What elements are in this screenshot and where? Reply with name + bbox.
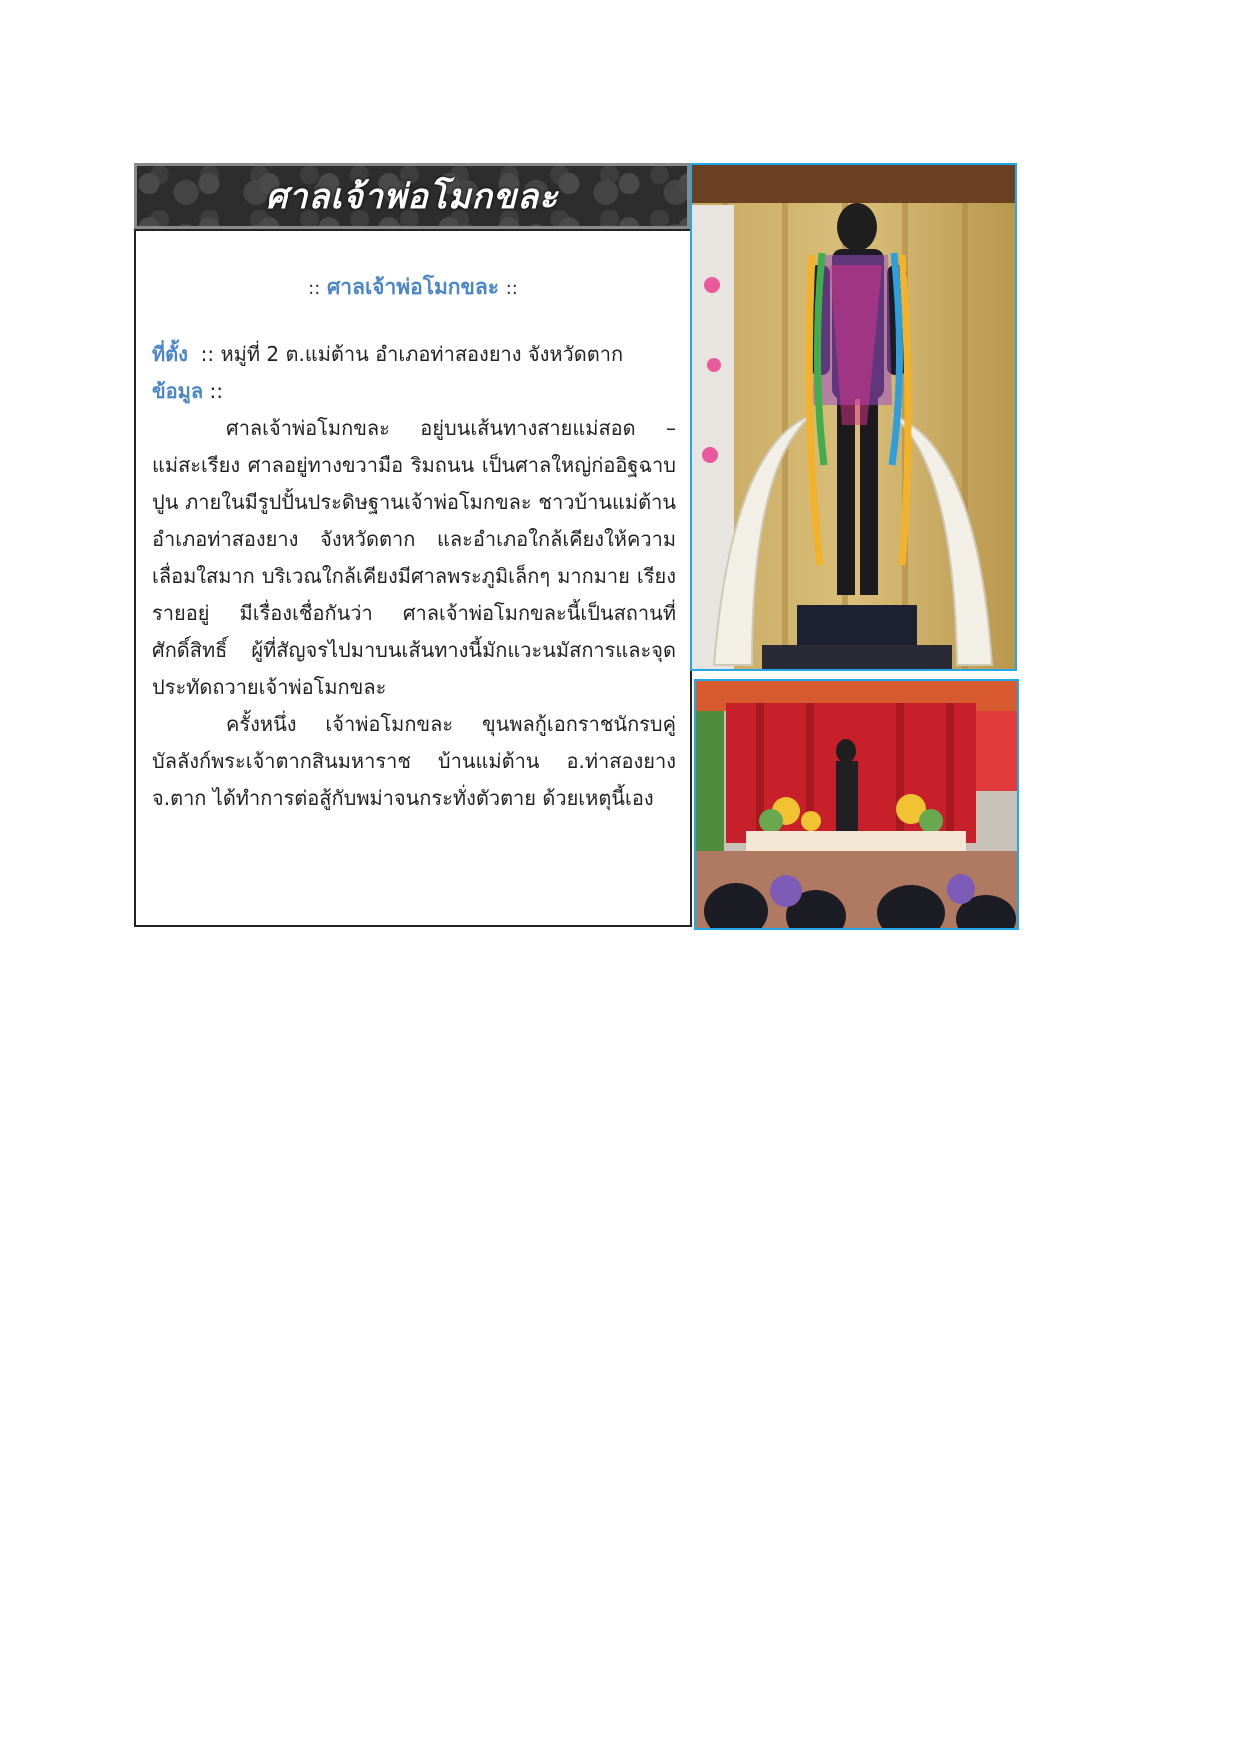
heading-text: ศาลเจ้าพ่อโมกขละ xyxy=(326,275,500,299)
location-text: :: หมู่ที่ 2 ต.แม่ต้าน อำเภอท่าสองยาง จังหวัดตาก xyxy=(200,342,624,366)
info-row xyxy=(152,373,676,410)
info-sep: :: xyxy=(209,379,223,403)
article-body xyxy=(136,336,690,817)
paragraph-2: ครั้งหนึ่ง เจ้าพ่อโมกขละ ขุนพลกู้เอกราชนักรบคู่บัลลังก์พระเจ้าตากสินมหาราช บ้านแม่ต้าน อ.ท่าสองยาง จ.ตาก ได้ทำการต่อสู้กับพม่าจนกระทั่งตัวตาย ด้วยเหตุนี้เอง xyxy=(152,712,676,810)
location-label: ที่ตั้ง xyxy=(152,342,188,366)
banner-title: ศาลเจ้าพ่อโมกขละ xyxy=(265,177,559,217)
shrine-statue-photo xyxy=(690,163,1017,671)
info-label: ข้อมูล xyxy=(152,379,204,403)
shrine-interior-photo xyxy=(694,679,1019,930)
heading-suffix: :: xyxy=(505,278,518,299)
location-row xyxy=(152,336,676,373)
heading-prefix: :: xyxy=(308,278,321,299)
paragraph-1: ศาลเจ้าพ่อโมกขละ อยู่บนเส้นทางสายแม่สอด – แม่สะเรียง ศาลอยู่ทางขวามือ ริมถนน เป็นศาลใหญ่ก่ออิฐฉาบปูน ภายในมีรูปปั้นประดิษฐานเจ้าพ่อโมกขละ ชาวบ้านแม่ต้าน อำเภอท่าสองยาง จังหวัดตาก และอำเภอใกล้เคียงให้ความเลื่อมใสมาก บริเวณใกล้เคียงมีศาลพระภูมิเล็กๆ มากมาย เรียงรายอยู่ มีเรื่องเชื่อกันว่า ศาลเจ้าพ่อโมกขละนี้เป็นสถานที่ศักดิ์สิทธิ์ ผู้ที่สัญจรไปมาบนเส้นทางนี้มักแวะนมัสการและจุดประทัดถวายเจ้าพ่อโมกขละ xyxy=(152,416,676,699)
article-heading xyxy=(136,271,690,304)
header-banner xyxy=(134,163,690,229)
article-box xyxy=(134,229,692,927)
